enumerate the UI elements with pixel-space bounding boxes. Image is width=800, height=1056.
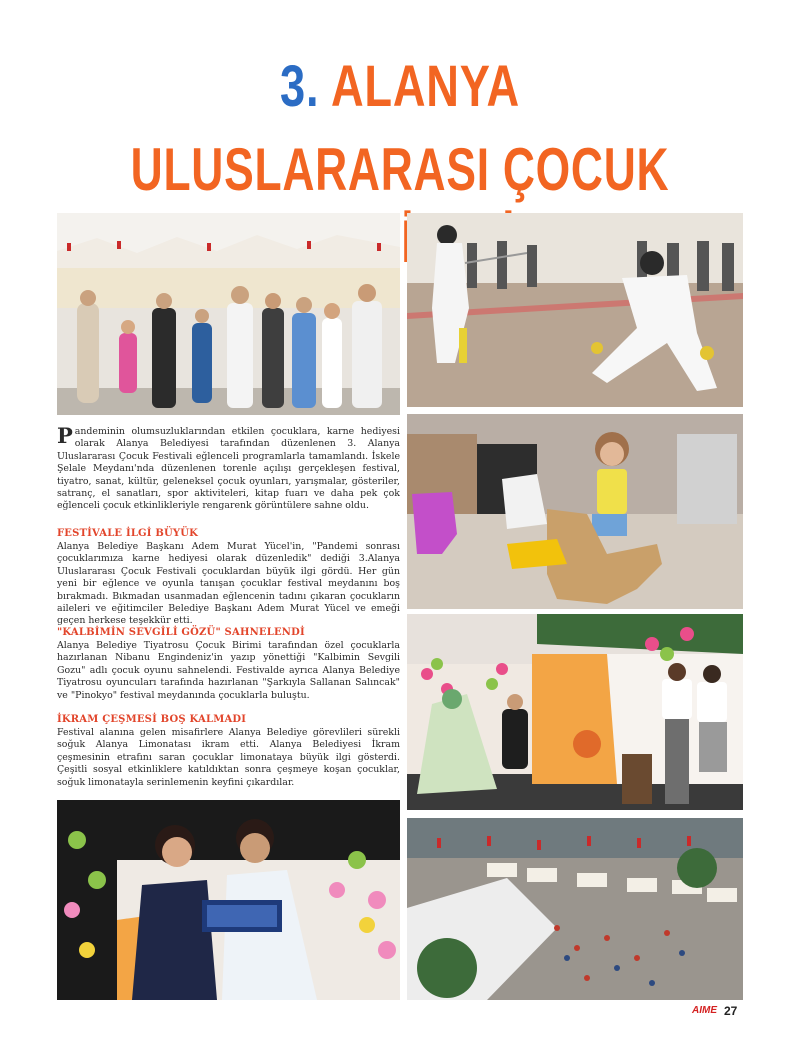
opening-ceremony-photo bbox=[57, 213, 400, 415]
fencing-photo bbox=[407, 213, 743, 407]
title-word: ALANYA bbox=[330, 54, 520, 119]
theatre-stage-photo bbox=[407, 614, 743, 810]
festival-aerial-photo bbox=[407, 818, 743, 1000]
intro-paragraph bbox=[57, 423, 400, 513]
magazine-logo: AIME bbox=[692, 1005, 717, 1016]
section-3-heading: İKRAM ÇEŞMESİ BOŞ KALMADI bbox=[57, 714, 247, 725]
rocking-horse-photo bbox=[407, 414, 743, 609]
section-3-text: Festival alanına gelen misafirlere Alanya Belediye görevlileri sürekli soğuk Alanya Limonatası ikram etti. Alanya Belediyesi İkram çeşmesinin etrafını saran çocuklar limonataya büyük ilgi gösterdi. Çeşitli sosyal etkinliklere katıldıktan sonra çeşmeye koşan çocuklar, soğuk limonatayla serinlemenin keyfini çıkardılar. bbox=[57, 727, 400, 788]
section-1-heading: FESTİVALE İLGİ BÜYÜK bbox=[57, 528, 199, 539]
page-number: 27 bbox=[724, 1004, 738, 1018]
section-1-text: Alanya Belediye Başkanı Adem Murat Yücel'in, "Pandemi sonrası çocuklarımıza karne hediyesi olarak düzenledik" dediği 3.Alanya Uluslararası Çocuk Festivali çocuklardan büyük ilgi gördü. Her gün yeni bir eğlence ve oyunla tanışan çocuklar festival meydanını boş bırakmadı. Bıkmadan usanmadan eğlencenin tadını çıkaran çocukların aileleri ve eğitimciler Belediye Başkanı Adem Murat Yücel ve emeği geçen herkese teşekkür etti. bbox=[57, 541, 400, 627]
intro-text: andeminin olumsuzluklarından etkilen çocuklara, karne hediyesi olarak Alanya Belediyesi tarafından düzenlenen 3. Alanya Uluslararası Çocuk Festivali eğlenceli programlarla tamamlandı. İskele Şelale Meydanı'nda düzenlenen torenle açılışı gerçekleşen festival, tiyatro, sanat, kültür, geleneksel çocuk oyunları, yarışmalar, gösteriler, satranç, el sanatları, spor aktiviteleri, kitap fuarı ve daha pek çok eğlenceli çocuk etkinlikleriyle rengarenk görüntülere sahne oldu. bbox=[57, 426, 400, 512]
title-line-2: ULUSLARARASI ÇOCUK bbox=[130, 136, 670, 203]
title-number: 3. bbox=[280, 54, 320, 119]
award-ceremony-photo bbox=[57, 800, 400, 1000]
drop-cap: P bbox=[57, 423, 73, 448]
title-line-1 bbox=[88, 52, 712, 122]
section-2-text: Alanya Belediye Tiyatrosu Çocuk Birimi tarafından özel çocuklarla hazırlanan Nibanu Engindeniz'in yazıp yönettiği "Kalbimin Sevgili Gozu" adlı çocuk oyunu sahnelendi. Festivalde ayrıca Alanya Belediye Tiyatrosu oyuncuları tarafında hazırlanan "Şarkıyla Sallanan Salıncak" ve "Pinokyo" festival meydanında çocuklarla buluştu. bbox=[57, 640, 400, 701]
section-2-heading: "KALBİMİN SEVGİLİ GÖZÜ" SAHNELENDİ bbox=[57, 627, 305, 638]
